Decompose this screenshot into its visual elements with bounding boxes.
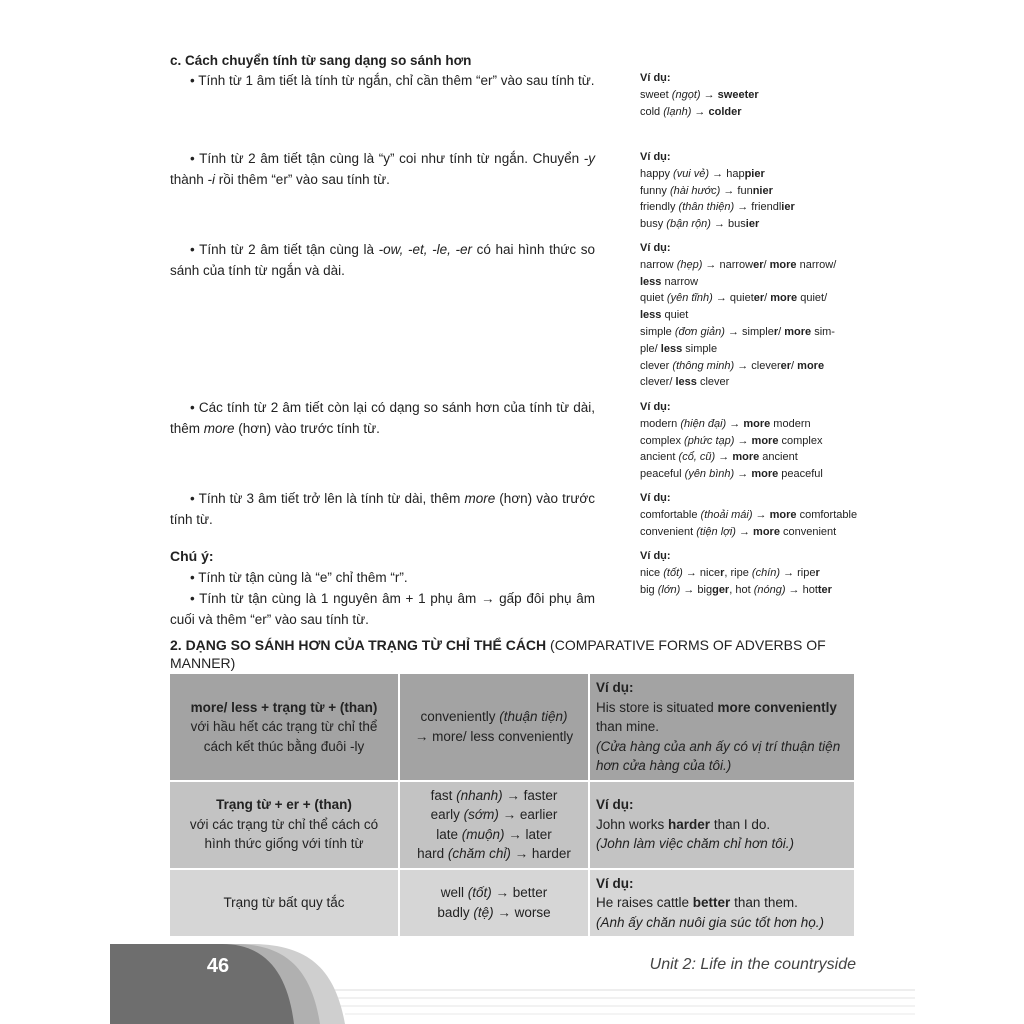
form-cell: conveniently (thuận tiện) → more/ less conveniently (399, 673, 589, 781)
example-line: peaceful (yên bình) → more peaceful (640, 468, 823, 481)
example-line: simple (đơn giản) → simpler/ more sim- (640, 325, 835, 338)
example-line: comfortable (thoải mái) → more comfortable (640, 508, 858, 521)
note-block (170, 546, 595, 630)
unit-title: Unit 2: Life in the countryside (649, 956, 856, 973)
example-line: less quiet (640, 309, 689, 322)
table-row (169, 869, 855, 938)
page-number: 46 (206, 955, 230, 977)
rule-cell: Trạng từ + er + (than) với các trạng từ chỉ thể cách có hình thức giống với tính từ (169, 781, 399, 869)
rule-cell: Trạng từ bất quy tắc (169, 869, 399, 938)
example-line: nice (tốt) → nicer, ripe (chín) → riper (640, 566, 820, 579)
example-line: modern (hiện đại) → more modern (640, 417, 811, 430)
example-label: Ví dụ: (640, 550, 671, 562)
example-label: Ví dụ: (640, 242, 671, 254)
note-title: Chú ý: (170, 548, 214, 564)
example-line: big (lớn) → bigger, hot (nóng) → hotter (640, 583, 832, 596)
example-cell: Ví dụ: His store is situated more conveniently than mine. (Cửa hàng của anh ấy có vị trí thuận tiện hơn cửa hàng của tôi.) (589, 673, 855, 781)
example-line: convenient (tiện lợi) → more convenient (640, 525, 837, 538)
example-line: happy (vui vẻ) → happier (640, 167, 765, 180)
rule-3: • Tính từ 2 âm tiết tận cùng là -ow, -et, -le, -er có hai hình thức so sánh của tính từ ngắn và dài. (170, 242, 595, 278)
footer-decoration (0, 940, 1024, 1024)
form-cell (399, 781, 589, 869)
example-line: cold (lạnh) → colder (640, 105, 742, 118)
example-label: Ví dụ: (640, 151, 671, 163)
example-block-4 (640, 399, 850, 483)
table-row (169, 781, 855, 869)
example-cell: Ví dụ: He raises cattle better than them. (Anh ấy chăn nuôi gia súc tốt hơn họ.) (589, 869, 855, 938)
example-line: busy (bận rộn) → busier (640, 218, 760, 231)
example-line: clever/ less clever (640, 376, 730, 389)
form-line: fast (nhanh) → faster (430, 787, 558, 803)
form-cell (399, 869, 589, 938)
example-block-6 (640, 548, 850, 598)
form-line: well (tốt) → better (440, 885, 548, 901)
example-line: narrow (hẹp) → narrower/ more narrow/ (640, 258, 837, 271)
form-line: badly (tệ) → worse (437, 904, 551, 920)
rule-4: • Các tính từ 2 âm tiết còn lại có dạng so sánh hơn của tính từ dài, thêm more (hơn) vào trước tính từ. (170, 400, 595, 436)
note-1: • Tính từ tận cùng là “e” chỉ thêm “r”. (190, 570, 408, 585)
example-block-1 (640, 70, 850, 120)
form-line: hard (chăm chỉ) → harder (417, 846, 571, 861)
example-label: Ví dụ: (640, 72, 671, 84)
example-line: complex (phức tạp) → more complex (640, 434, 823, 447)
form-line: early (sớm) → earlier (430, 807, 558, 822)
example-block-2 (640, 149, 850, 233)
rule-2: • Tính từ 2 âm tiết tận cùng là “y” coi như tính từ ngắn. Chuyển -y thành -i rồi thêm “er” vào sau tính từ. (170, 151, 595, 187)
example-line: less narrow (640, 275, 699, 288)
example-line: sweet (ngọt) → sweeter (640, 88, 759, 101)
example-line: clever (thông minh) → cleverer/ more (640, 359, 825, 372)
example-line: ple/ less simple (640, 342, 718, 355)
section-c-title: c. Cách chuyển tính từ sang dạng so sánh hơn (170, 53, 472, 68)
example-label: Ví dụ: (640, 492, 671, 504)
rule-1: • Tính từ 1 âm tiết là tính từ ngắn, chỉ cần thêm “er” vào sau tính từ. (190, 73, 595, 88)
example-cell: Ví dụ: John works harder than I do. (John làm việc chăm chỉ hơn tôi.) (589, 781, 855, 869)
rule-5: • Tính từ 3 âm tiết trở lên là tính từ dài, thêm more (hơn) vào trước tính từ. (170, 491, 596, 527)
adverb-comparison-table (168, 672, 856, 938)
example-line: ancient (cổ, cũ) → more ancient (640, 451, 798, 464)
form-line: late (muộn) → later (436, 826, 552, 842)
section-2-title: 2. DẠNG SO SÁNH HƠN CỦA TRẠNG TỪ CHỈ THỂ CÁCH (COMPARATIVE FORMS OF ADVERBS OF MANNER) (170, 637, 826, 671)
example-line: quiet (yên tĩnh) → quieter/ more quiet/ (640, 292, 828, 305)
rule-cell: more/ less + trạng từ + (than) với hầu hết các trạng từ chỉ thể cách kết thúc bằng đuôi -ly (169, 673, 399, 781)
example-block-3 (640, 240, 850, 391)
note-2: • Tính từ tận cùng là 1 nguyên âm + 1 phụ âm → gấp đôi phụ âm cuối và thêm “er” vào sau tính từ. (170, 591, 595, 627)
table-row (169, 673, 855, 781)
example-label: Ví dụ: (640, 401, 671, 413)
example-line: friendly (thân thiện) → friendlier (640, 201, 795, 214)
example-line: funny (hài hước) → funnier (640, 184, 773, 197)
example-block-5 (640, 490, 858, 540)
